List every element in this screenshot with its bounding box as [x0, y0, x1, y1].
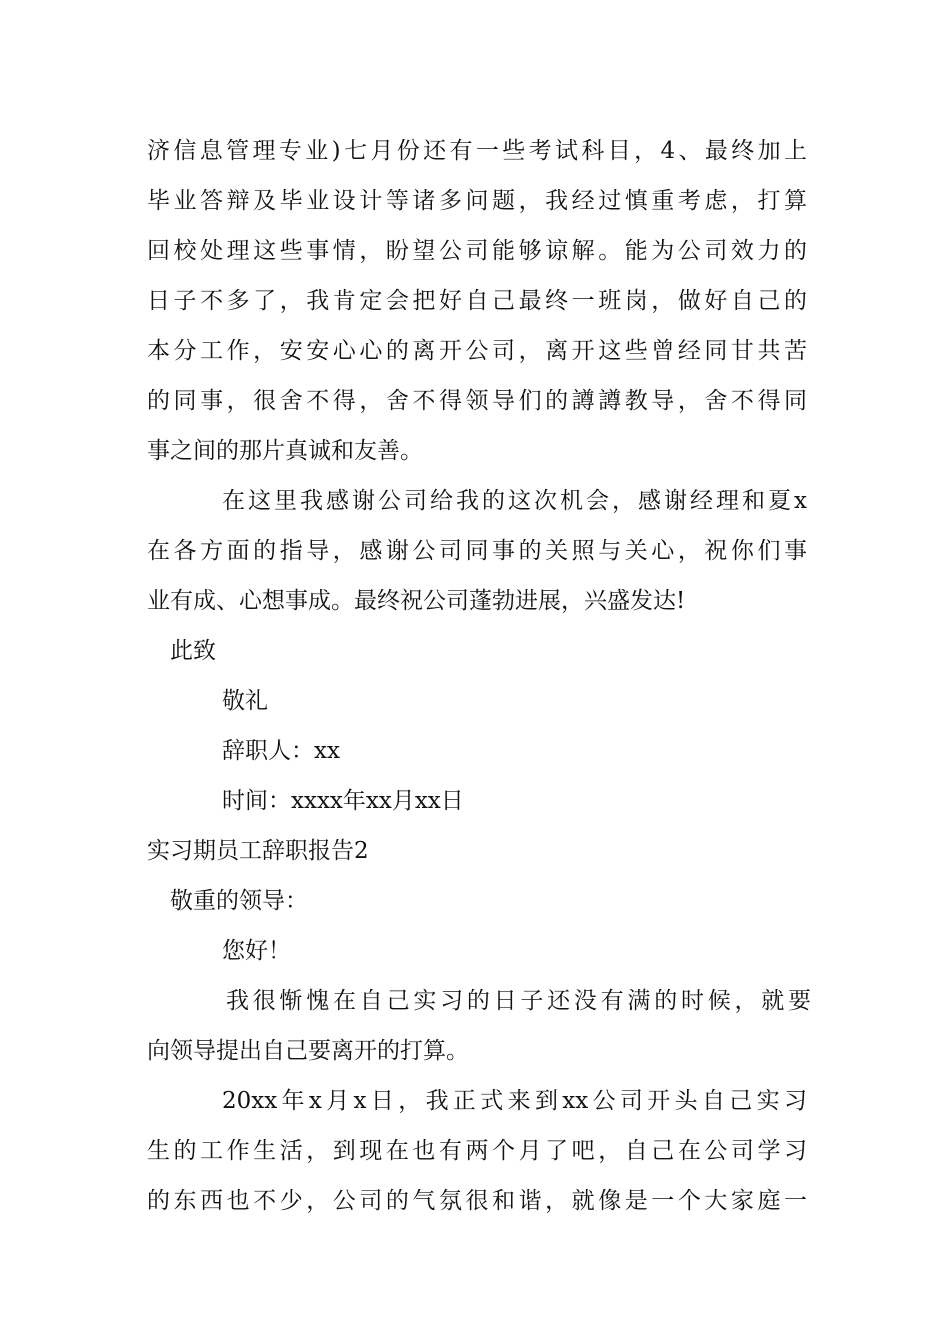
signature-name: 辞职人：xx: [222, 738, 340, 764]
paragraph-line: 回校处理这些事情，盼望公司能够谅解。能为公司效力的: [147, 238, 807, 264]
closing-salutation: 此致: [170, 638, 216, 664]
paragraph-line: 济信息管理专业)七月份还有一些考试科目，4、最终加上: [147, 138, 807, 164]
paragraph-line: 的东西也不少，公司的气氛很和谐，就像是一个大家庭一: [147, 1188, 807, 1214]
greeting-hello: 您好！: [222, 938, 291, 964]
signature-date: 时间：xxxx年xx月xx日: [222, 788, 464, 814]
paragraph-line: 毕业答辩及毕业设计等诸多问题，我经过慎重考虑，打算: [147, 188, 807, 214]
paragraph-line: 20xx年x月x日，我正式来到xx公司开头自己实习: [222, 1088, 807, 1114]
closing-regards: 敬礼: [222, 688, 268, 714]
paragraph-line: 业有成、心想事成。最终祝公司蓬勃进展，兴盛发达!: [147, 588, 686, 614]
paragraph-line: 我很惭愧在自己实习的日子还没有满的时候，就要: [226, 988, 811, 1014]
paragraph-line: 本分工作，安安心心的离开公司，离开这些曾经同甘共苦: [147, 338, 807, 364]
paragraph-line: 在这里我感谢公司给我的这次机会，感谢经理和夏x: [222, 488, 807, 514]
paragraph-line: 事之间的那片真诚和友善。: [147, 438, 423, 464]
paragraph-line: 的同事，很舍不得，舍不得领导们的譐譐教导，舍不得同: [147, 388, 807, 414]
section-title: 实习期员工辞职报告2: [147, 838, 369, 864]
greeting: 敬重的领导：: [170, 888, 308, 914]
paragraph-line: 生的工作生活，到现在也有两个月了吧，自己在公司学习: [147, 1138, 807, 1164]
paragraph-line: 日子不多了，我肯定会把好自己最终一班岗，做好自己的: [147, 288, 807, 314]
paragraph-line: 向领导提出自己要离开的打算。: [147, 1038, 469, 1064]
paragraph-line: 在各方面的指导，感谢公司同事的关照与关心，祝你们事: [147, 538, 807, 564]
